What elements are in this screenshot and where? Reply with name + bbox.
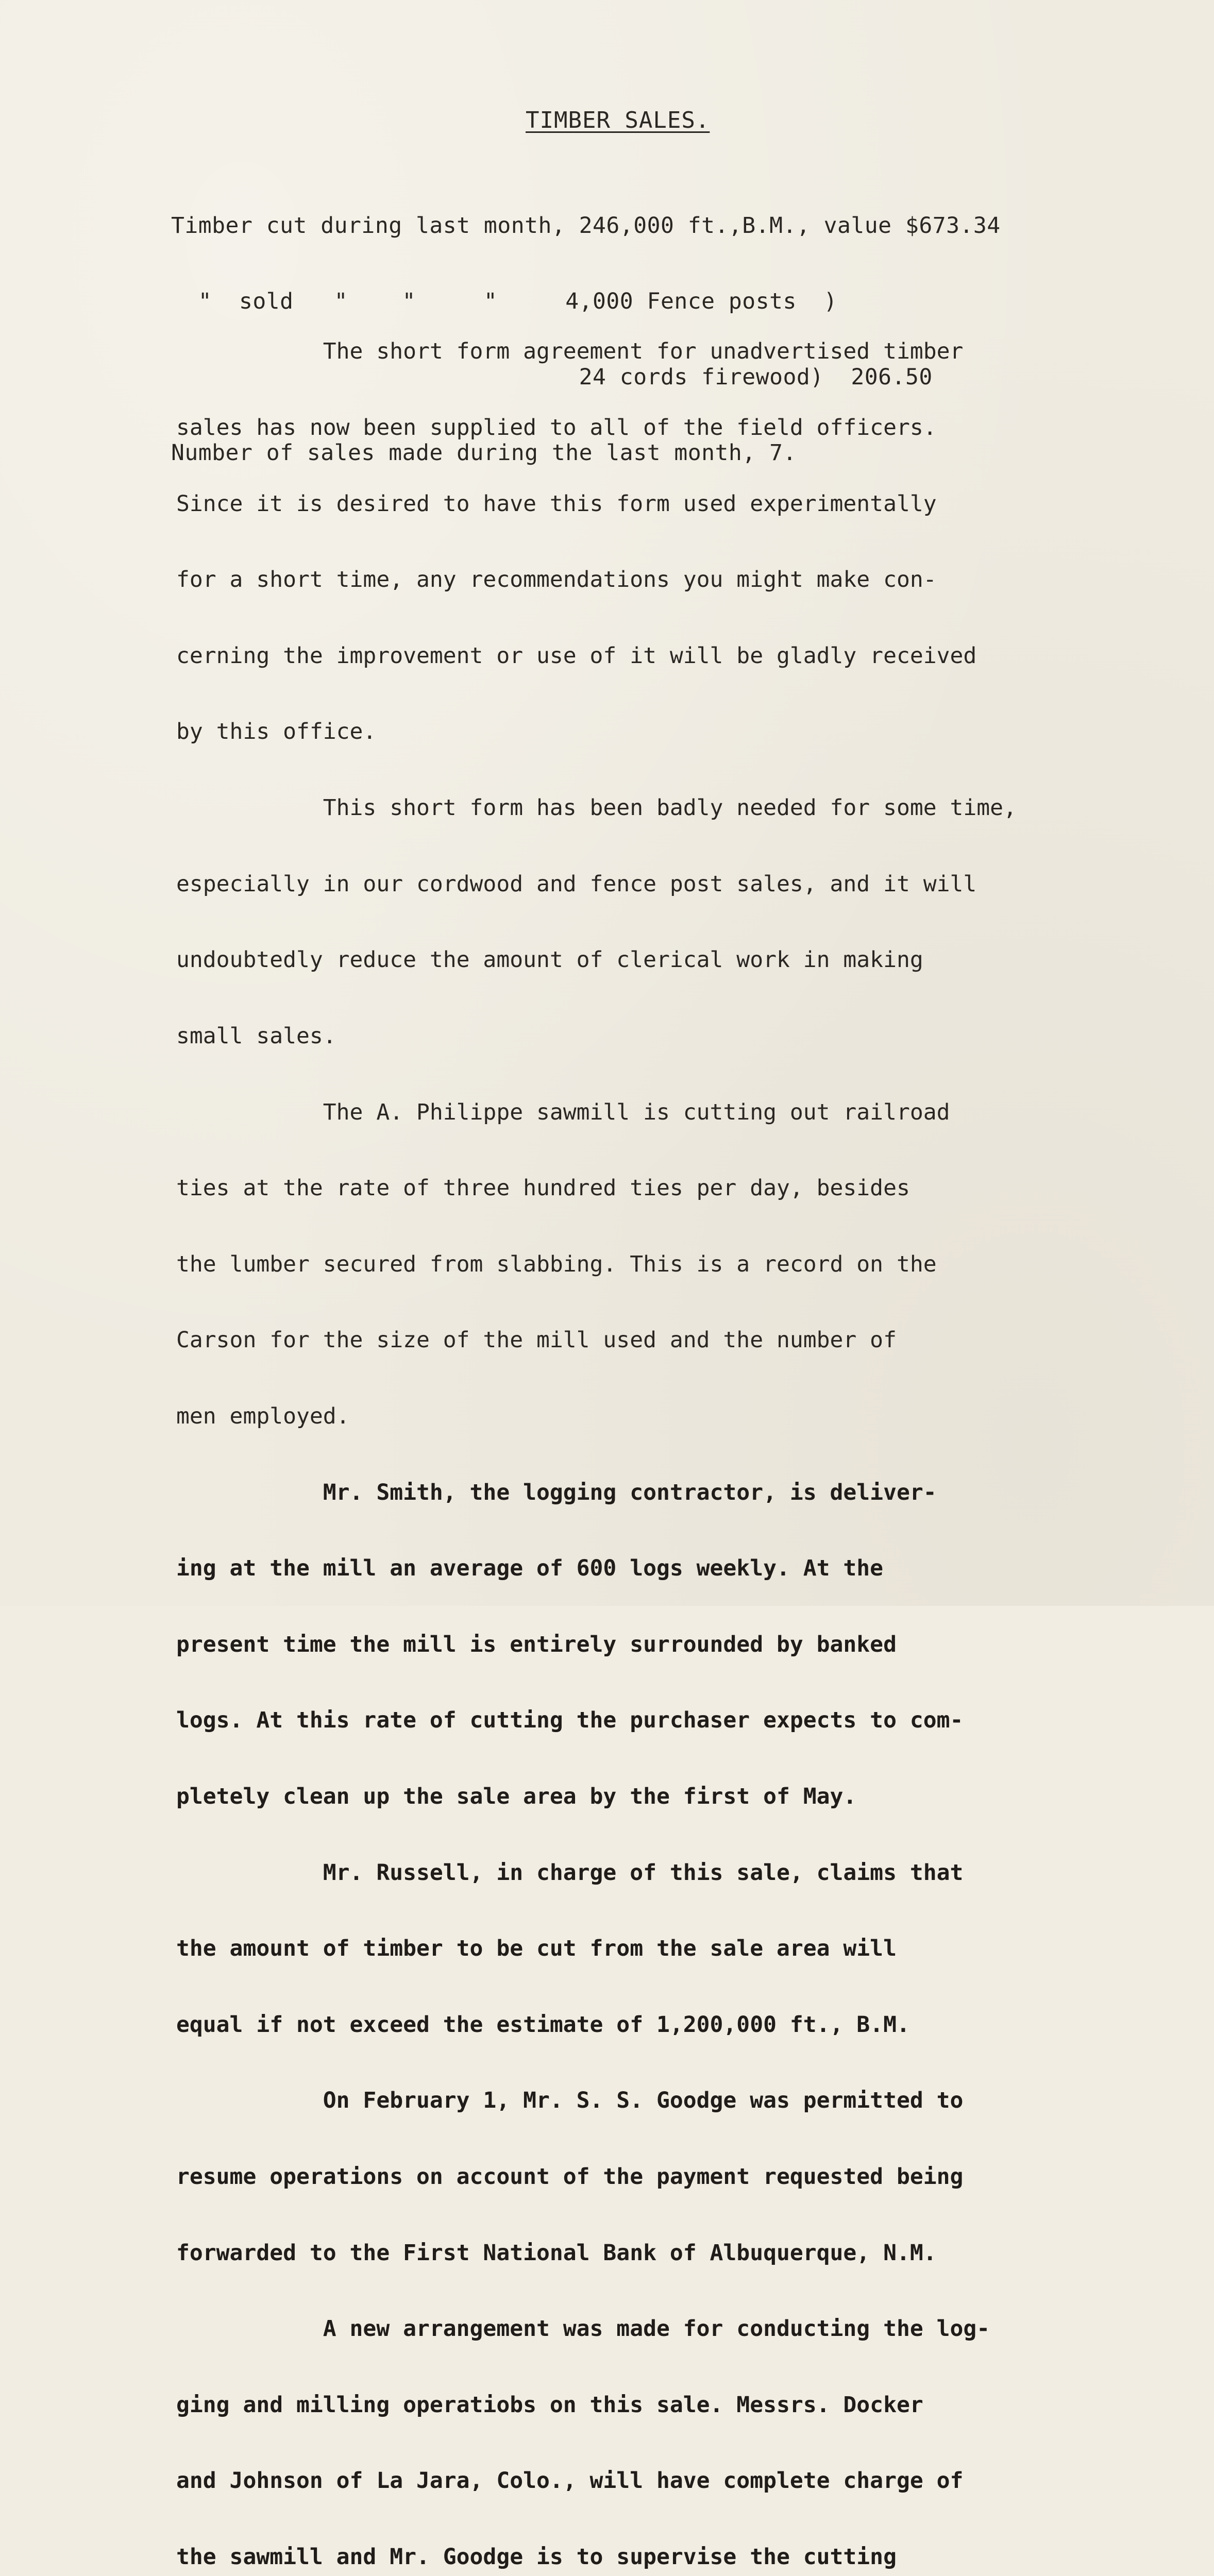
body-line: sales has now been supplied to all of the field officers. <box>176 415 937 441</box>
body-line: undoubtedly reduce the amount of clerical work in making <box>176 947 923 973</box>
body-line: by this office. <box>176 719 377 745</box>
body-line: resume operations on account of the payment requested being <box>176 2164 964 2190</box>
body-line: ties at the rate of three hundred ties per day, besides <box>176 1175 910 1201</box>
body-line: The A. Philippe sawmill is cutting out railroad <box>176 1099 950 1125</box>
summary-line: Timber cut during last month, 246,000 ft.,B.M., value $673.34 <box>171 213 1001 239</box>
body-line: ging and milling operatiobs on this sale. Messrs. Docker <box>176 2392 923 2418</box>
body-line: cerning the improvement or use of it will be gladly received <box>176 642 977 669</box>
body-line: pletely clean up the sale area by the first of May. <box>176 1783 857 1809</box>
body-line: A new arrangement was made for conducting the log- <box>176 2316 990 2342</box>
body-line: Mr. Smith, the logging contractor, is deliver- <box>176 1479 937 1505</box>
body-line: present time the mill is entirely surrounded by banked <box>176 1631 897 1657</box>
body-line: This short form has been badly needed for some time, <box>176 795 1017 821</box>
page-title: TIMBER SALES. <box>526 107 710 133</box>
body-line: the amount of timber to be cut from the sale area will <box>176 1936 897 1962</box>
body-line: men employed. <box>176 1403 350 1429</box>
summary-line: 24 cords firewood) 206.50 <box>171 364 933 390</box>
body-line: ing at the mill an average of 600 logs weekly. At the <box>176 1555 884 1582</box>
body-text <box>176 289 1017 2576</box>
body-line: especially in our cordwood and fence post sales, and it will <box>176 871 977 897</box>
body-line: forwarded to the First National Bank of Albuquerque, N.M. <box>176 2240 937 2266</box>
body-line: Mr. Russell, in charge of this sale, claims that <box>176 1859 964 1886</box>
body-line: for a short time, any recommendations you might make con- <box>176 567 937 593</box>
body-line: the sawmill and Mr. Goodge is to supervise the cutting <box>176 2544 897 2570</box>
body-line: and Johnson of La Jara, Colo., will have complete charge of <box>176 2468 964 2494</box>
body-line: logs. At this rate of cutting the purchaser expects to com- <box>176 1707 964 1734</box>
summary-line: " sold " " " 4,000 Fence posts ) <box>171 289 838 314</box>
summary-line: Number of sales made during the last month, 7. <box>171 440 797 466</box>
body-line: On February 1, Mr. S. S. Goodge was permitted to <box>176 2088 964 2114</box>
body-line: The short form agreement for unadvertised timber <box>176 338 964 365</box>
body-line: Carson for the size of the mill used and the number of <box>176 1327 897 1353</box>
body-line: small sales. <box>176 1023 336 1049</box>
body-line: Since it is desired to have this form used experimentally <box>176 490 937 517</box>
body-line: equal if not exceed the estimate of 1,200,000 ft., B.M. <box>176 2011 910 2038</box>
body-line: the lumber secured from slabbing. This is a record on the <box>176 1251 937 1277</box>
